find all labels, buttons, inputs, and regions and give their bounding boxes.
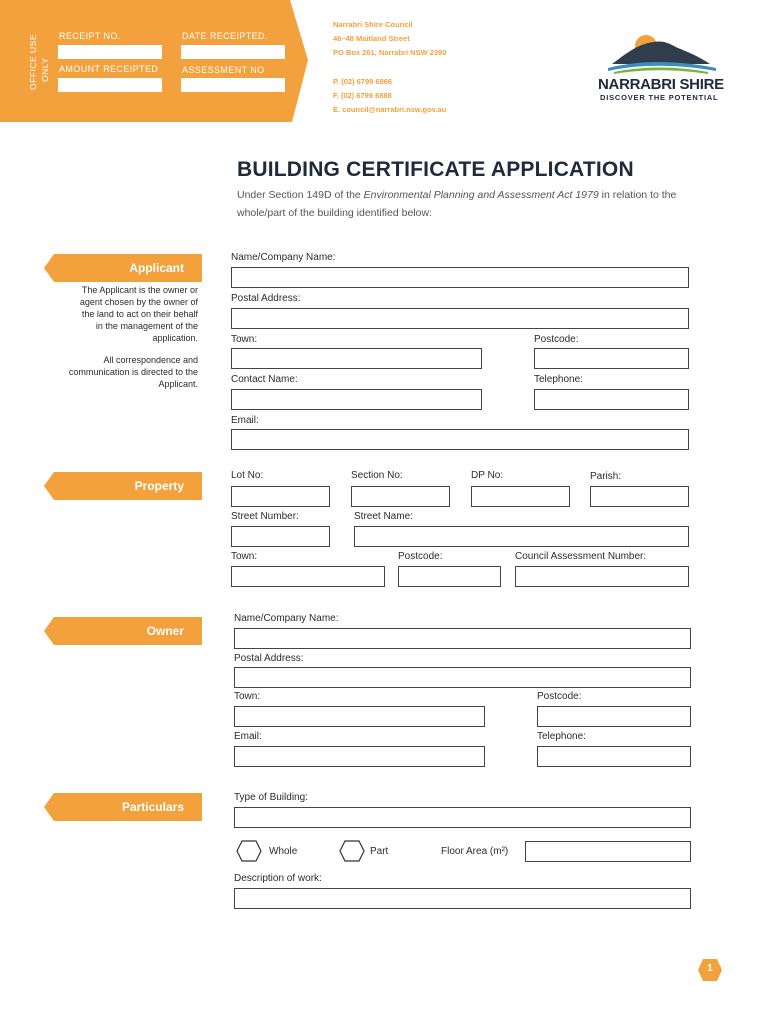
owner-email-input[interactable] (234, 746, 485, 767)
amount-receipted-label: AMOUNT RECEIPTED (59, 64, 159, 74)
property-postcode-label: Postcode: (398, 551, 443, 562)
form-title: BUILDING CERTIFICATE APPLICATION (237, 158, 634, 181)
applicant-postal-label: Postal Address: (231, 293, 301, 304)
applicant-note-line: in the management of the (95, 321, 198, 331)
applicant-note-line: All correspondence and (103, 355, 198, 365)
receipt-no-field[interactable] (58, 45, 162, 59)
part-option-label: Part (370, 846, 389, 857)
council-assessment-label: Council Assessment Number: (515, 551, 647, 562)
council-assessment-input[interactable] (515, 566, 689, 587)
owner-postal-label: Postal Address: (234, 653, 304, 664)
property-town-input[interactable] (231, 566, 385, 587)
owner-name-input[interactable] (234, 628, 691, 649)
applicant-town-input[interactable] (231, 348, 482, 369)
applicant-note-line: the land to act on their behalf (81, 309, 198, 319)
section-label-applicant: Applicant (129, 261, 184, 275)
section-label-particulars: Particulars (121, 800, 184, 814)
building-type-label: Type of Building: (234, 792, 308, 803)
council-street: 46–48 Maitland Street (333, 34, 410, 43)
date-receipted-label: DATE RECEIPTED. (182, 31, 268, 41)
applicant-contact-input[interactable] (231, 389, 482, 410)
council-phone: P. (02) 6799 6866 (333, 77, 393, 86)
section-no-input[interactable] (351, 486, 450, 507)
council-email[interactable]: E. council@narrabri.nsw.gov.au (333, 105, 447, 114)
lot-no-label: Lot No: (231, 470, 264, 481)
dp-no-label: DP No: (471, 470, 504, 481)
owner-postcode-label: Postcode: (537, 691, 582, 702)
office-use-only-text: ONLY (40, 57, 50, 82)
applicant-note-line: Applicant. (158, 379, 198, 389)
council-po-box: PO Box 261, Narrabri NSW 2390 (333, 48, 447, 57)
council-name: Narrabri Shire Council (333, 20, 413, 29)
applicant-email-label: Email: (231, 415, 259, 426)
lot-no-input[interactable] (231, 486, 330, 507)
form-subtitle (237, 186, 707, 222)
owner-telephone-input[interactable] (537, 746, 691, 767)
applicant-telephone-label: Telephone: (534, 374, 583, 385)
section-tab-property (44, 472, 202, 500)
owner-telephone-label: Telephone: (537, 731, 586, 742)
applicant-town-label: Town: (231, 334, 258, 345)
description-label: Description of work: (234, 873, 322, 884)
owner-town-input[interactable] (234, 706, 485, 727)
owner-name-label: Name/Company Name: (234, 613, 339, 624)
page-number: 1 (707, 963, 713, 974)
applicant-postcode-label: Postcode: (534, 334, 579, 345)
applicant-note-line: application. (152, 333, 198, 343)
assessment-no-label: ASSESSMENT NO (182, 65, 265, 75)
narrabri-shire-logo (598, 30, 728, 105)
street-number-label: Street Number: (231, 511, 299, 522)
logo-tagline: DISCOVER THE POTENTIAL (600, 93, 719, 102)
applicant-contact-label: Contact Name: (231, 374, 298, 385)
section-tab-owner (44, 617, 202, 645)
applicant-postal-input[interactable] (231, 308, 689, 329)
section-tab-applicant (44, 254, 202, 282)
property-town-label: Town: (231, 551, 258, 562)
section-tab-particulars (44, 793, 202, 821)
owner-town-label: Town: (234, 691, 261, 702)
applicant-note-line: The Applicant is the owner or (81, 285, 198, 295)
subtitle-act: Environmental Planning and Assessment Act 1979 (363, 189, 599, 201)
applicant-postcode-input[interactable] (534, 348, 689, 369)
building-type-input[interactable] (234, 807, 691, 828)
applicant-note (30, 284, 198, 390)
logo-mountain-icon (598, 30, 728, 76)
subtitle-after: in relation to the whole/part of the building identified below: (237, 189, 677, 219)
page-number-badge (697, 958, 723, 982)
whole-radio-hexagon-icon[interactable] (236, 840, 262, 862)
floor-area-label: Floor Area (m²) (441, 846, 509, 857)
street-name-input[interactable] (354, 526, 689, 547)
council-contact (333, 18, 446, 117)
applicant-note-line: agent chosen by the owner of (79, 297, 198, 307)
street-name-label: Street Name: (354, 511, 413, 522)
subtitle-before: Under Section 149D of the (237, 189, 364, 201)
description-input[interactable] (234, 888, 691, 909)
part-radio-hexagon-icon[interactable] (339, 840, 365, 862)
owner-postcode-input[interactable] (537, 706, 691, 727)
owner-postal-input[interactable] (234, 667, 691, 688)
amount-receipted-field[interactable] (58, 78, 162, 92)
section-label-owner: Owner (146, 624, 184, 638)
dp-no-input[interactable] (471, 486, 570, 507)
applicant-email-input[interactable] (231, 429, 689, 450)
applicant-name-input[interactable] (231, 267, 689, 288)
receipt-no-label: RECEIPT NO. (59, 31, 121, 41)
property-postcode-input[interactable] (398, 566, 501, 587)
whole-option-label: Whole (269, 846, 298, 857)
parish-input[interactable] (590, 486, 689, 507)
office-use-vertical-label (6, 34, 50, 94)
applicant-telephone-input[interactable] (534, 389, 689, 410)
date-receipted-field[interactable] (181, 45, 285, 59)
floor-area-input[interactable] (525, 841, 691, 862)
section-label-property: Property (134, 479, 184, 493)
owner-email-label: Email: (234, 731, 262, 742)
office-use-panel (0, 0, 310, 122)
office-use-text: OFFICE USE (28, 33, 38, 90)
assessment-no-field[interactable] (181, 78, 285, 92)
parish-label: Parish: (590, 471, 622, 482)
applicant-name-label: Name/Company Name: (231, 252, 336, 263)
logo-wordmark: NARRABRI SHIRE (598, 76, 724, 93)
council-fax: F. (02) 6799 6888 (333, 91, 392, 100)
section-no-label: Section No: (351, 470, 403, 481)
street-number-input[interactable] (231, 526, 330, 547)
applicant-note-line: communication is directed to the (68, 367, 198, 377)
